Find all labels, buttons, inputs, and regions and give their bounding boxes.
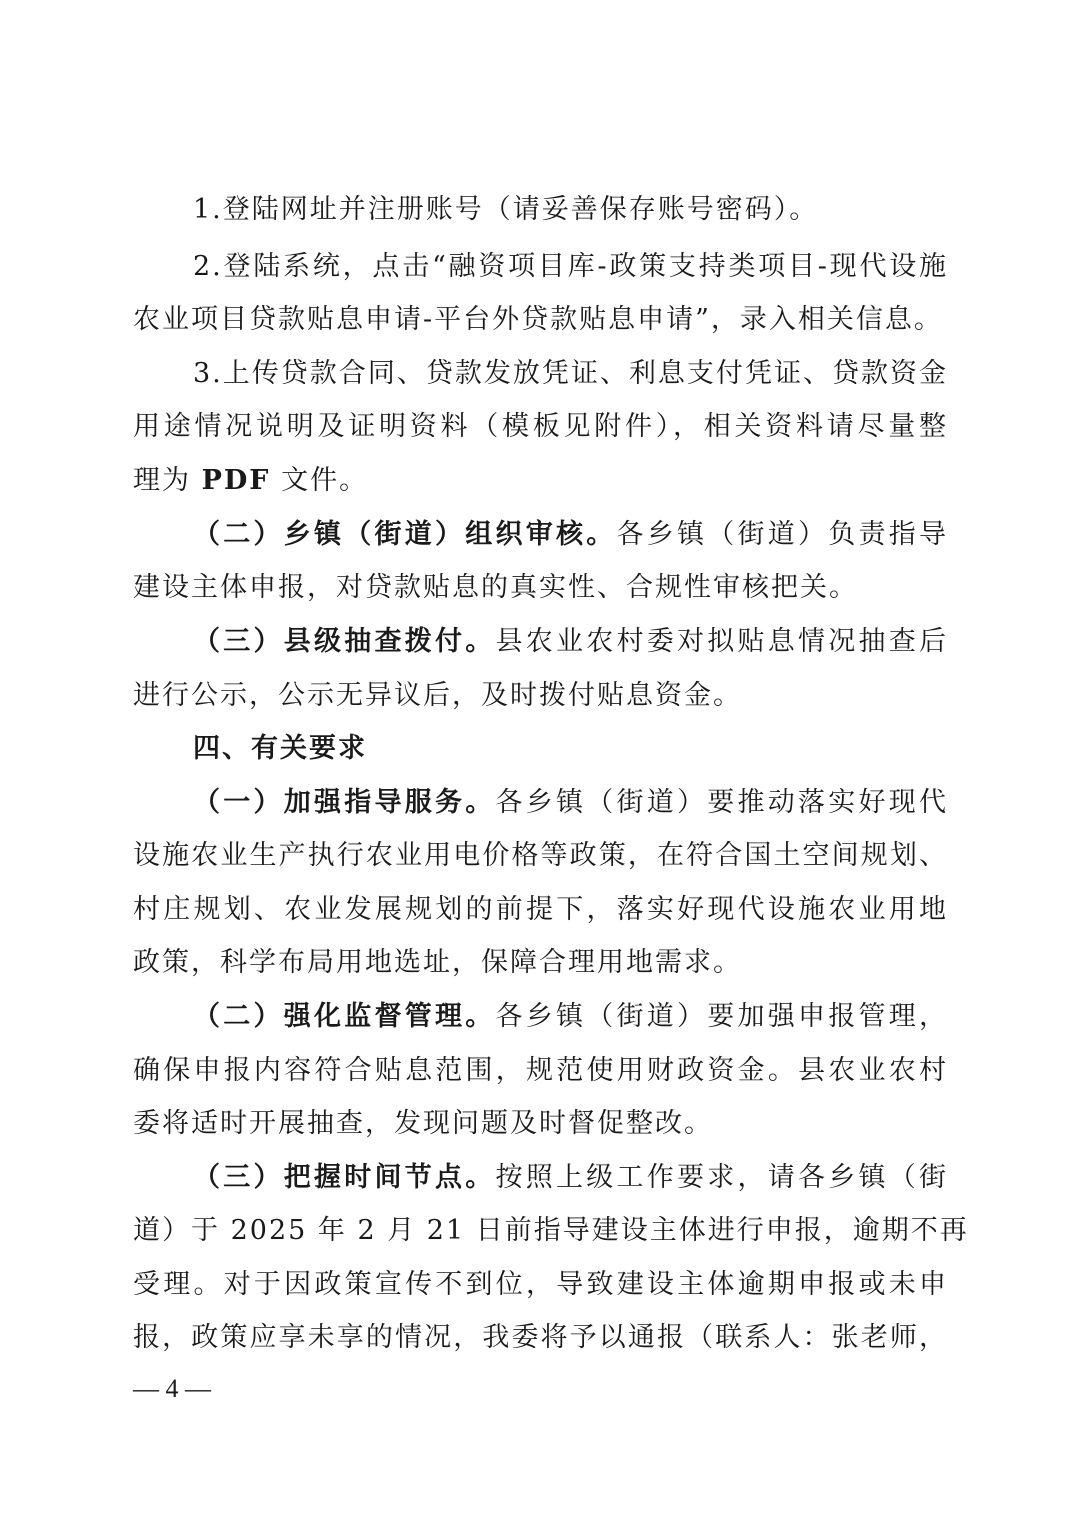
page-number: — 4 —: [133, 1374, 211, 1403]
paragraph-county-check-line-1: [193, 625, 948, 659]
subsection-title: （二）乡镇（街道）组织审核。: [193, 519, 617, 550]
subsection-title: （一）加强指导服务。: [193, 787, 496, 818]
paragraph-township-review-line-1: [193, 518, 948, 552]
paragraph-supervision-line-2: 确保申报内容符合贴息范围，规范使用财政资金。县农业农村: [133, 1055, 948, 1086]
paragraph-step-3-line-1: 3.上传贷款合同、贷款发放凭证、利息支付凭证、贷款资金: [193, 358, 948, 389]
paragraph-deadline-line-1: [193, 1161, 948, 1195]
paragraph-township-review-line-2: 建设主体申报，对贷款贴息的真实性、合规性审核把关。: [133, 572, 858, 603]
paragraph-guidance-line-3: 村庄规划、农业发展规划的前提下，落实好现代设施农业用地: [133, 894, 948, 925]
section-heading: 四、有关要求: [193, 733, 367, 764]
paragraph-step-1: [193, 193, 818, 227]
text-segment: 各乡镇（街道）要加强申报管理，: [495, 1001, 948, 1032]
paragraph-deadline-line-3: 受理。对于因政策宣传不到位，导致建设主体逾期申报或未申: [133, 1269, 948, 1300]
text-segment: 理为: [133, 465, 202, 496]
pdf-label: PDF: [201, 465, 271, 496]
paragraph-guidance-line-4: 政策，科学布局用地选址，保障合理用地需求。: [133, 947, 742, 978]
paragraph-step-3-line-3: [133, 464, 368, 498]
subsection-title: （三）把握时间节点。: [193, 1162, 496, 1193]
paragraph-supervision-line-3: 委将适时开展抽查，发现问题及时督促整改。: [133, 1108, 713, 1139]
text-segment: 各乡镇（街道）要推动落实好现代: [495, 787, 948, 818]
text-segment: 各乡镇（街道）负责指导: [616, 519, 948, 550]
paragraph-county-check-line-2: 进行公示，公示无异议后，及时拨付贴息资金。: [133, 680, 742, 711]
subsection-title: （二）强化监督管理。: [193, 1001, 496, 1032]
paragraph-supervision-line-1: [193, 1000, 948, 1034]
paragraph-step-3-line-2: 用途情况说明及证明资料（模板见附件），相关资料请尽量整: [133, 411, 948, 442]
paragraph-deadline-line-4: 报，政策应享未享的情况，我委将予以通报（联系人：张老师，: [133, 1322, 948, 1353]
subsection-title: （三）县级抽查拨付。: [193, 626, 496, 657]
text-segment: 县农业农村委对拟贴息情况抽查后: [495, 626, 948, 657]
text-segment: 文件。: [270, 465, 369, 496]
paragraph-guidance-line-2: 设施农业生产执行农业用电价格等政策，在符合国土空间规划、: [133, 840, 948, 871]
paragraph-deadline-line-2: 道）于 2025 年 2 月 21 日前指导建设主体进行申报，逾期不再: [133, 1215, 969, 1246]
paragraph-step-2-line-2: 农业项目贷款贴息申请-平台外贷款贴息申请”，录入相关信息。: [133, 304, 943, 335]
text-segment: 按照上级工作要求，请各乡镇（街: [495, 1162, 948, 1193]
paragraph-guidance-line-1: [193, 786, 948, 820]
paragraph-step-2-line-1: 2.登陆系统，点击“融资项目库-政策支持类项目-现代设施: [193, 251, 948, 282]
paragraph-text: 1.登陆网址并注册账号（请妥善保存账号密码）。: [193, 194, 819, 225]
